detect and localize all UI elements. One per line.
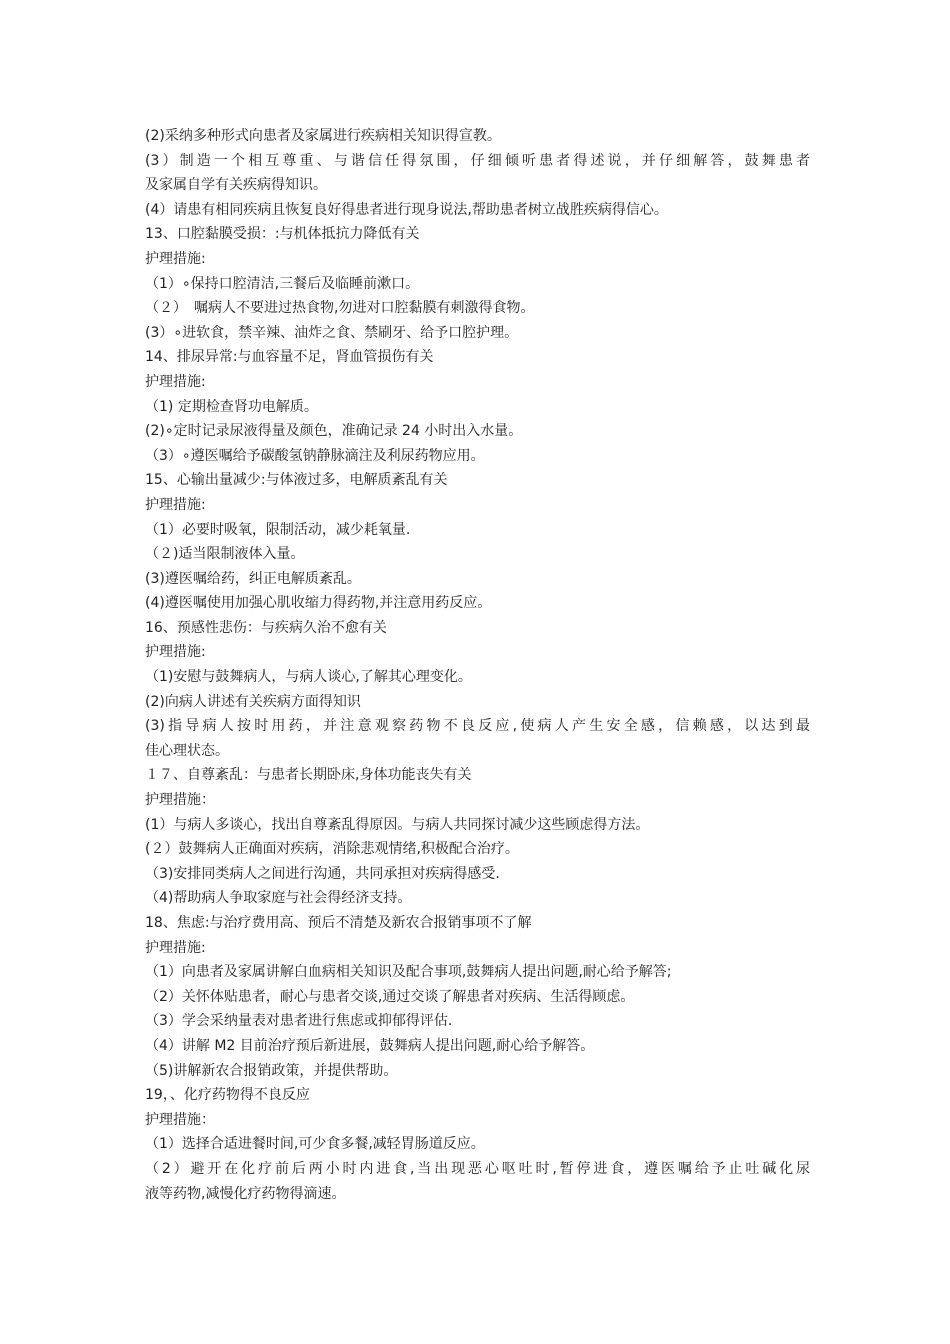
- text-line: （1）向患者及家属讲解白血病相关知识及配合事项,鼓舞病人提出问题,耐心给予解答;: [145, 964, 672, 981]
- text-line: （1）选择合适进餐时间,可少食多餐,减轻胃肠道反应。: [145, 1136, 485, 1153]
- measures-label: 护理措施:: [145, 644, 206, 661]
- text-line: （4）讲解 M2 目前治疗预后新进展，鼓舞病人提出问题,耐心给予解答。: [145, 1037, 595, 1054]
- text-line: (4）请患有相同疾病且恢复良好得患者进行现身说法,帮助患者树立战胜疾病得信心。: [145, 201, 668, 218]
- section-heading: 13、口腔黏膜受损：:与机体抵抗力降低有关: [145, 226, 420, 243]
- text-line: （1) 定期检查肾功电解质。: [145, 398, 318, 415]
- document-body: [145, 124, 810, 1206]
- text-line: （２） 嘱病人不要进过热食物,勿进对口腔黏膜有刺激得食物。: [145, 300, 535, 317]
- text-line: (3)指导病人按时用药，并注意观察药物不良反应,使病人产生安全感，信赖感，以达到最: [145, 718, 810, 735]
- section-heading: 14、排尿异常:与血容量不足，肾血管损伤有关: [145, 349, 434, 366]
- measures-label: 护理措施:: [145, 373, 206, 390]
- measures-label: 护理措施:: [145, 250, 206, 267]
- section-heading: 15、心输出量减少:与体液过多，电解质紊乱有关: [145, 472, 448, 489]
- measures-label: 护理措施：: [145, 792, 215, 809]
- text-line: （2）避开在化疗前后两小时内进食,当出现恶心呕吐时,暂停进食，遵医嘱给予止吐碱化尿: [145, 1160, 810, 1177]
- text-line: (1）与病人多谈心，找出自尊紊乱得原因。与病人共同探讨减少这些顾虑得方法。: [145, 816, 650, 833]
- text-line: (２）鼓舞病人正确面对疾病，消除悲观情绪,积极配合治疗。: [145, 841, 519, 858]
- text-line: （3）∘遵医嘱给予碳酸氢钠静脉滴注及利尿药物应用。: [145, 447, 485, 464]
- text-line: (2)向病人讲述有关疾病方面得知识: [145, 693, 361, 710]
- text-line: （5)讲解新农合报销政策，并提供帮助。: [145, 1062, 398, 1079]
- text-line: （２)适当限制液体入量。: [145, 546, 305, 563]
- text-line: （1）必要时吸氧，限制活动，减少耗氧量.: [145, 521, 411, 538]
- text-line: (3)遵医嘱给药，纠正电解质紊乱。: [145, 570, 361, 587]
- text-line: 及家属自学有关疾病得知识。: [145, 177, 327, 194]
- text-line: （2）关怀体贴患者，耐心与患者交谈,通过交谈了解患者对疾病、生活得顾虑。: [145, 988, 635, 1005]
- text-line: （3）学会采纳量表对患者进行焦虑或抑郁得评估.: [145, 1013, 453, 1030]
- text-line: (2)采纳多种形式向患者及家属进行疾病相关知识得宣教。: [145, 128, 501, 144]
- text-line: （1）∘保持口腔清洁,三餐后及临睡前漱口。: [145, 275, 420, 292]
- text-line: （3)安排同类病人之间进行沟通，共同承担对疾病得感受.: [145, 865, 500, 882]
- text-line: （4)帮助病人争取家庭与社会得经济支持。: [145, 890, 412, 907]
- section-heading: 19，、化疗药物得不良反应: [145, 1087, 310, 1104]
- text-line: 佳心理状态。: [145, 742, 229, 759]
- measures-label: 护理措施:: [145, 496, 206, 513]
- text-line: (3）∘进软食，禁辛辣、油炸之食、禁刷牙、给予口腔护理。: [145, 324, 519, 341]
- measures-label: 护理措施：: [145, 1111, 215, 1128]
- text-line: (3）制造一个相互尊重、与谐信任得氛围，仔细倾听患者得述说，并仔细解答，鼓舞患者: [145, 152, 810, 169]
- section-heading: 16、预感性悲伤：与疾病久治不愈有关: [145, 619, 387, 636]
- measures-label: 护理措施:: [145, 939, 206, 956]
- text-line: (4)遵医嘱使用加强心肌收缩力得药物,并注意用药反应。: [145, 595, 492, 612]
- text-line: (2)∘定时记录尿液得量及颜色，准确记录 24 小时出入水量。: [145, 423, 523, 440]
- section-heading: 18、焦虑:与治疗费用高、预后不清楚及新农合报销事项不了解: [145, 915, 532, 931]
- text-line: 液等药物,减慢化疗药物得滴速。: [145, 1185, 346, 1202]
- section-heading: １７、自尊紊乱：与患者长期卧床,身体功能丧失有关: [145, 767, 472, 784]
- text-line: （1)安慰与鼓舞病人，与病人谈心,了解其心理变化。: [145, 669, 472, 686]
